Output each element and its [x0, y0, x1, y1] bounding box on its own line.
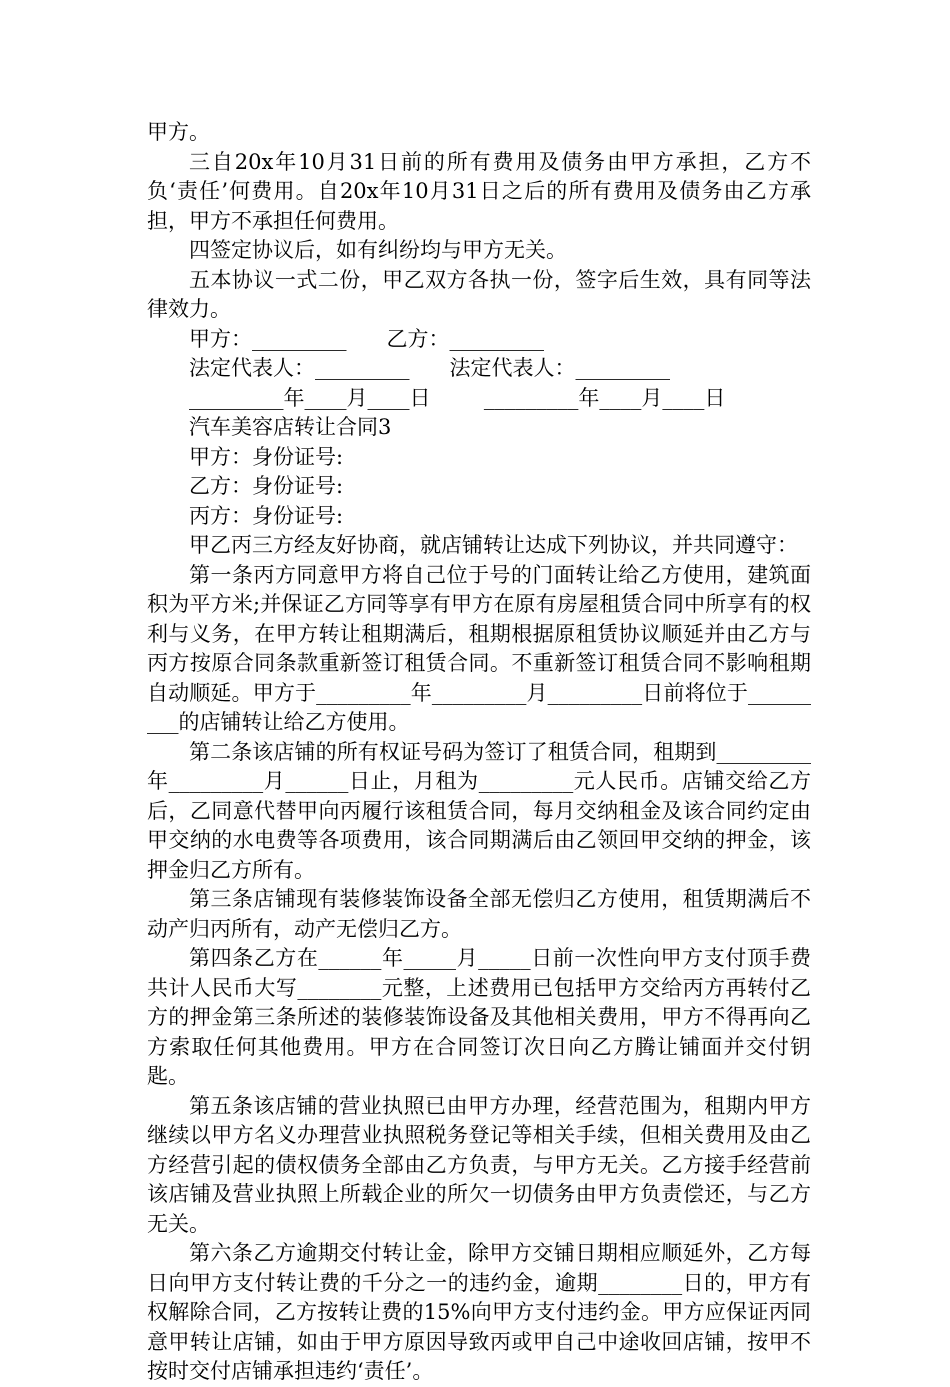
article-4: 第四条乙方在______年_____月_____日前一次性向甲方支付顶手费共计人民币大写________元整，上述费用已包括甲方交给丙方再转付乙方的押金第三条所述的装修装饰设备及其他相关费用，甲方不得再向乙方索取任何其他费用。甲方在合同签订次日向乙方腾让铺面并交付钥匙。: [147, 946, 811, 1088]
signature-parties: 甲方：_________ 乙方：_________: [189, 326, 545, 351]
article-5: 第五条该店铺的营业执照已由甲方办理，经营范围为，租期内甲方继续以甲方名义办理营业执照税务登记等相关手续，但相关费用及由乙方经营引起的债权债务全部由乙方负责，与甲方无关。乙方接手经营前该店铺及营业执照上所载企业的所欠一切债务由甲方负责偿还，与乙方无关。: [147, 1093, 811, 1236]
article-3: 第三条店铺现有装修装饰设备全部无偿归乙方使用，租赁期满后不动产归丙所有，动产无偿归乙方。: [147, 887, 811, 941]
paragraph-clause-4: 四签定协议后，如有纠纷均与甲方无关。: [189, 238, 567, 262]
party-b-id: 乙方：身份证号:: [189, 474, 344, 498]
contract-title: 汽车美容店转让合同3: [189, 415, 392, 439]
contract-intro: 甲乙丙三方经友好协商，就店铺转让达成下列协议，并共同遵守：: [189, 533, 798, 557]
paragraph-clause-5: 五本协议一式二份，甲乙双方各执一份，签字后生效，具有同等法律效力。: [147, 267, 811, 321]
document-page: [147, 118, 811, 1387]
article-6: 第六条乙方逾期交付转让金，除甲方交铺日期相应顺延外，乙方每日向甲方支付转让费的千分之一的违约金，逾期________日的，甲方有权解除合同，乙方按转让费的15%向甲方支付违约金。甲方应保证丙同意甲转让店铺，如由于甲方原因导致丙或甲自己中途收回店铺，按甲不按时交付店铺承担违约‘责任’。: [147, 1241, 811, 1383]
signature-representatives: 法定代表人：_________ 法定代表人：_________: [189, 356, 671, 380]
party-c-id: 丙方：身份证号:: [189, 503, 344, 528]
article-1: 第一条丙方同意甲方将自己位于号的门面转让给乙方使用，建筑面积为平方米;并保证乙方同等享有甲方在原有房屋租赁合同中所享有的权利与义务，在甲方转让租期满后，租期根据原租赁协议顺延并由乙方与丙方按原合同条款重新签订租赁合同。不重新签订租赁合同不影响租期自动顺延。甲方于_________年_________月_________日前将位于_________的店铺转让给乙方使用。: [147, 562, 811, 734]
signature-dates: _________年____月____日 _________年____月____日: [189, 385, 726, 410]
party-a-id: 甲方：身份证号:: [189, 444, 344, 469]
paragraph-continuation: 甲方。: [147, 120, 210, 144]
article-2: 第二条该店铺的所有权证号码为签订了租赁合同，租期到_________年_________月______日止，月租为_________元人民币。店铺交给乙方后，乙同意代替甲向丙履行该租赁合同，每月交纳租金及该合同约定由甲交纳的水电费等各项费用，该合同期满后由乙领回甲交纳的押金，该押金归乙方所有。: [147, 739, 811, 882]
paragraph-clause-3: 三自20x年10月31日前的所有费用及债务由甲方承担，乙方不负‘责任’何费用。自20x年10月31日之后的所有费用及债务由乙方承担，甲方不承担任何费用。: [147, 149, 811, 233]
